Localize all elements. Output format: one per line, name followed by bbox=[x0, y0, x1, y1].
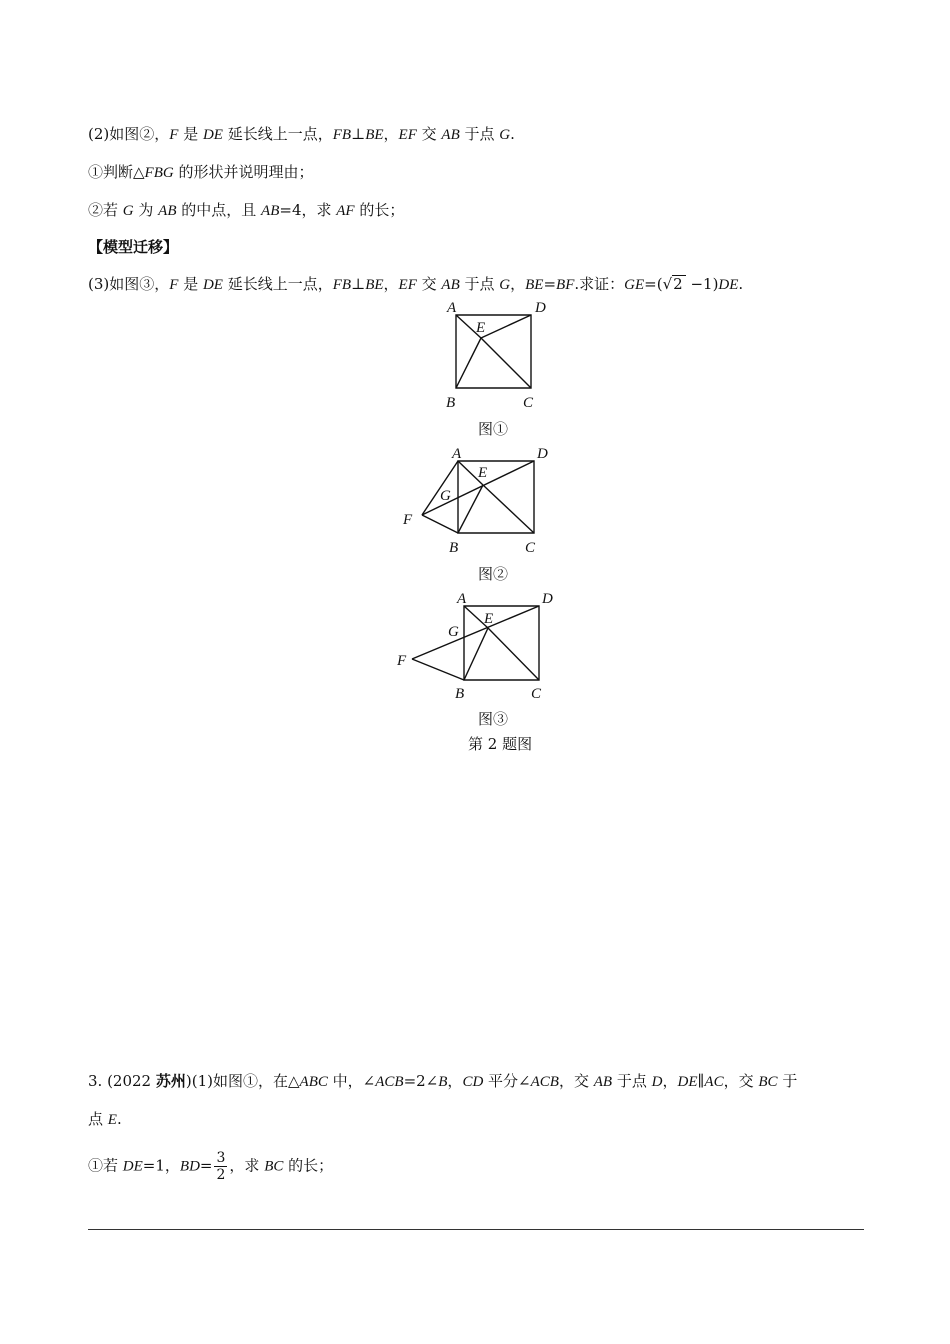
label-d: D bbox=[537, 446, 548, 462]
figure-1 bbox=[440, 296, 550, 416]
question-3-line-1: 3. (2022 苏州)(1)如图①，在△ABC 中，∠ACB=2∠B，CD 平分∠ACB，交 AB 于点 D，DE∥AC，交 BC 于 bbox=[88, 1072, 798, 1090]
label-e: E bbox=[478, 465, 488, 481]
question-2-sub-1: ①判断△FBG 的形状并说明理由； bbox=[88, 163, 314, 181]
figure-2 bbox=[398, 442, 558, 560]
section-heading: 【模型迁移】 bbox=[88, 238, 179, 256]
segment-ec bbox=[488, 628, 539, 680]
figure-3-caption: 图③ bbox=[478, 710, 509, 728]
label-a: A bbox=[452, 446, 462, 462]
label-e: E bbox=[484, 611, 494, 627]
segment-de bbox=[481, 315, 531, 338]
label-a: A bbox=[447, 300, 457, 316]
segment-fb bbox=[422, 515, 458, 533]
footer-rule bbox=[88, 1229, 864, 1230]
figure-3 bbox=[394, 587, 558, 705]
label-g: G bbox=[448, 624, 459, 640]
segment-ec bbox=[483, 485, 534, 533]
label-c: C bbox=[531, 686, 542, 702]
segment-ec bbox=[481, 338, 531, 388]
label-b: B bbox=[449, 540, 459, 556]
label-c: C bbox=[523, 395, 534, 411]
question-3-sub-1: ①若 DE=1，BD= $\frac{3}{2}$ ，求 BC 的长； bbox=[88, 1150, 334, 1183]
fraction-three-halves: $\frac{3}{2}$ bbox=[216, 1150, 226, 1183]
label-a: A bbox=[457, 591, 467, 607]
sqrt-symbol: √ bbox=[662, 275, 673, 293]
label-c: C bbox=[525, 540, 536, 556]
segment-eb bbox=[456, 338, 481, 388]
label-b: B bbox=[455, 686, 465, 702]
label-d: D bbox=[542, 591, 553, 607]
label-g: G bbox=[440, 488, 451, 504]
label-f: F bbox=[397, 653, 407, 669]
figure-2-caption: 图② bbox=[478, 565, 509, 583]
label-b: B bbox=[446, 395, 456, 411]
label-e: E bbox=[476, 320, 486, 336]
question-2-sub-2: ②若 G 为 AB 的中点，且 AB=4，求 AF 的长； bbox=[88, 201, 405, 219]
question-2-part-3: (3)如图③，F 是 DE 延长线上一点，FB⊥BE，EF 交 AB 于点 G，BE=BF.求证：GE=(√2 −1)DE. bbox=[88, 275, 744, 293]
figure-group-caption: 第 2 题图 bbox=[468, 735, 533, 753]
question-3-line-2: 点 E. bbox=[88, 1110, 122, 1128]
label-d: D bbox=[535, 300, 546, 316]
figure-1-caption: 图① bbox=[478, 420, 509, 438]
segment-de-f bbox=[412, 606, 539, 659]
segment-fb bbox=[412, 659, 464, 680]
sqrt-radicand: 2 bbox=[672, 275, 686, 292]
label-f: F bbox=[403, 512, 413, 528]
question-2-part-2: (2)如图②，F 是 DE 延长线上一点，FB⊥BE，EF 交 AB 于点 G. bbox=[88, 125, 515, 143]
